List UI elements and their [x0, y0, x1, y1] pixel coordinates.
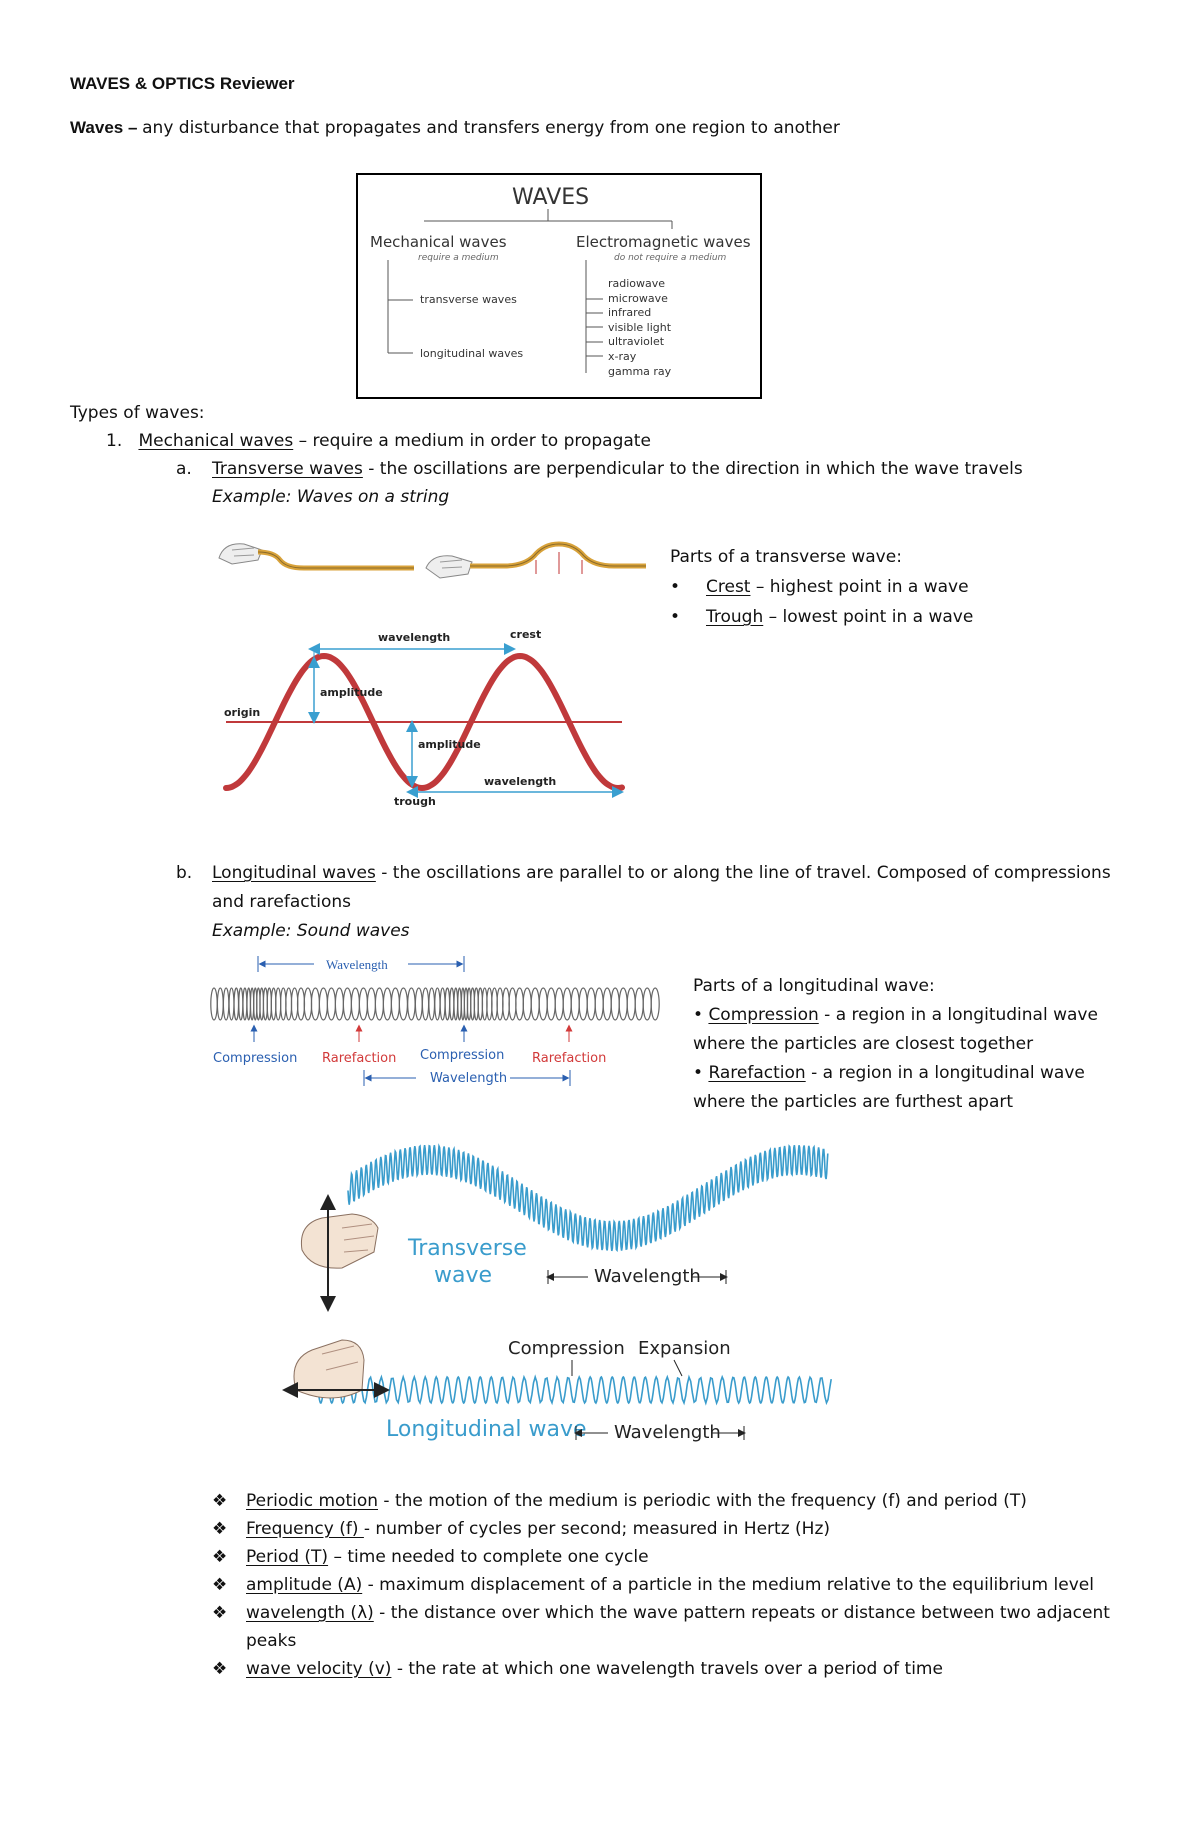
coil-loop — [458, 988, 461, 1020]
coil-loop — [415, 988, 422, 1020]
diamond-bullet-icon: ❖ — [212, 1519, 228, 1539]
definition-text: – time needed to complete one cycle — [328, 1547, 649, 1567]
coil-loop — [286, 988, 292, 1020]
hand-icon — [301, 1214, 378, 1268]
longitudinal-waves-text: - the oscillations are parallel to or along the line of travel. Composed of compressions — [375, 863, 1111, 883]
bullet: • — [670, 577, 681, 597]
item-letter: b. — [176, 863, 193, 883]
coil-loop — [391, 988, 399, 1020]
coil-loop — [595, 988, 603, 1020]
coil-loop — [454, 988, 458, 1020]
longitudinal-label: Longitudinal wave — [386, 1417, 587, 1442]
list-item — [693, 1004, 1098, 1026]
definition-item — [212, 1518, 831, 1540]
longitudinal-waves-item: longitudinal waves — [420, 347, 524, 360]
trough-term: Trough — [706, 607, 764, 627]
coil-loop — [603, 988, 611, 1020]
longitudinal-waves-term: Longitudinal waves — [212, 863, 376, 883]
intro-text: any disturbance that propagates and transfers energy from one region to another — [142, 118, 840, 138]
definition-term: amplitude (A) — [246, 1575, 363, 1595]
compression-label: Compression — [213, 1051, 298, 1066]
coil-loop — [408, 988, 415, 1020]
em-item: gamma ray — [608, 364, 672, 378]
transverse-label: Transverse — [408, 1236, 527, 1261]
waves-classification-diagram — [356, 173, 762, 399]
diamond-bullet-icon: ❖ — [212, 1491, 228, 1511]
transverse-waves-text: - the oscillations are perpendicular to the direction in which the wave travels — [362, 459, 1023, 479]
longitudinal-text-cont: and rarefactions — [212, 892, 352, 912]
coil-loop — [435, 988, 440, 1020]
definition-item — [212, 1658, 943, 1680]
amplitude-label: amplitude — [320, 686, 383, 699]
coil-loop — [547, 988, 555, 1020]
types-heading: Types of waves: — [70, 403, 205, 423]
compression-text-cont: where the particles are closest together — [693, 1034, 1034, 1054]
definition-item — [212, 1574, 1094, 1596]
compression-label: Compression — [508, 1338, 625, 1359]
longitudinal-parts-heading: Parts of a longitudinal wave: — [693, 976, 935, 996]
definition-text: - number of cycles per second; measured in Hertz (Hz) — [363, 1519, 831, 1539]
coil-loop — [429, 988, 435, 1020]
list-item — [670, 606, 974, 628]
hand-icon — [426, 556, 472, 578]
transverse-wave-diagram — [218, 622, 628, 807]
expansion-label: Expansion — [638, 1338, 731, 1359]
item-transverse — [176, 458, 1023, 480]
coil-loop — [343, 988, 351, 1020]
coil-loop — [503, 988, 510, 1020]
diamond-bullet-icon: ❖ — [212, 1547, 228, 1567]
definition-text-cont: peaks — [246, 1631, 297, 1651]
wavelength-label: wavelength — [378, 631, 451, 644]
rarefaction-term: Rarefaction — [708, 1063, 806, 1083]
electromagnetic-waves-label: Electromagnetic waves — [576, 233, 751, 251]
definition-term: Frequency (f) — [246, 1519, 364, 1539]
definition-text: - maximum displacement of a particle in the medium relative to the equilibrium level — [362, 1575, 1094, 1595]
crest-label: crest — [510, 628, 542, 641]
coil-loop — [211, 988, 217, 1020]
transverse-waves-item: transverse waves — [420, 293, 517, 306]
definition-item — [212, 1546, 649, 1568]
definition-term: wavelength (λ) — [246, 1603, 374, 1623]
coil-loop — [579, 988, 587, 1020]
rarefaction-text-cont: where the particles are furthest apart — [693, 1092, 1014, 1112]
coil-loop — [223, 988, 228, 1020]
em-item: microwave — [608, 291, 668, 305]
amplitude-label: amplitude — [418, 738, 481, 751]
wave-on-string-illustration — [214, 530, 654, 590]
trough-label: trough — [394, 795, 436, 807]
wave-label: wave — [434, 1263, 493, 1288]
coil-loop — [555, 988, 563, 1020]
definition-item — [212, 1602, 1110, 1624]
coil-loop — [351, 988, 359, 1020]
item-letter: a. — [176, 459, 192, 479]
compression-label: Compression — [420, 1048, 505, 1063]
longitudinal-example: Example: Sound waves — [212, 921, 410, 941]
em-item: x-ray — [608, 349, 637, 363]
intro-sep: – — [123, 118, 143, 137]
mechanical-waves-term: Mechanical waves — [138, 431, 294, 451]
wavelength-label: Wavelength — [326, 957, 388, 972]
coil-loop — [509, 988, 516, 1020]
coil-loop — [531, 988, 539, 1020]
coil-loop — [643, 988, 651, 1020]
definition-item — [212, 1490, 1027, 1512]
origin-label: origin — [224, 706, 261, 719]
coil-loop — [281, 988, 286, 1020]
wavelength-label: Wavelength — [594, 1266, 701, 1287]
item-mechanical — [106, 430, 651, 452]
coil-loop — [399, 988, 407, 1020]
crest-term: Crest — [706, 577, 751, 597]
coil-loop — [445, 988, 449, 1020]
coil-loop — [383, 988, 391, 1020]
diamond-bullet-icon: ❖ — [212, 1659, 228, 1679]
transverse-parts-heading: Parts of a transverse wave: — [670, 547, 902, 567]
definition-text: - the distance over which the wave pattern repeats or distance between two adjacent — [373, 1603, 1110, 1623]
em-item: visible light — [608, 320, 672, 334]
waves-diagram-title: WAVES — [512, 185, 590, 210]
crest-text: – highest point in a wave — [750, 577, 969, 597]
mechanical-waves-text: – require a medium in order to propagate — [293, 431, 651, 451]
coil-loop — [375, 988, 383, 1020]
coil-loop — [619, 988, 627, 1020]
list-item — [693, 1062, 1085, 1084]
definition-text: - the motion of the medium is periodic with the frequency (f) and period (T) — [378, 1491, 1027, 1511]
definition-term: Periodic motion — [246, 1491, 379, 1511]
coil-loop — [651, 988, 659, 1020]
coil-loop — [611, 988, 619, 1020]
mechanical-waves-label: Mechanical waves — [370, 233, 507, 251]
item-number: 1. — [106, 431, 123, 451]
coil-loop — [367, 988, 375, 1020]
coil-loop — [319, 988, 327, 1020]
coil-loop — [304, 988, 311, 1020]
coil-loop — [217, 988, 223, 1020]
intro-term: Waves — [70, 118, 124, 137]
coil-loop — [327, 988, 335, 1020]
coil-loop — [523, 988, 531, 1020]
item-longitudinal — [176, 862, 1111, 884]
coil-loop — [571, 988, 579, 1020]
em-item: infrared — [608, 306, 652, 320]
coil-loop — [311, 988, 319, 1020]
longitudinal-spring — [318, 1377, 831, 1403]
coil-loop — [247, 988, 250, 1020]
trough-text: – lowest point in a wave — [763, 607, 974, 627]
coil-loop — [359, 988, 367, 1020]
transverse-example: Example: Waves on a string — [212, 487, 450, 507]
coil-loop — [440, 988, 445, 1020]
diamond-bullet-icon: ❖ — [212, 1575, 228, 1595]
coil-loop — [229, 988, 234, 1020]
longitudinal-wave-diagram — [210, 944, 670, 1104]
list-item — [670, 576, 969, 598]
em-item-list — [608, 277, 671, 379]
coil-loop — [587, 988, 595, 1020]
hand-icon — [219, 544, 262, 564]
coil-loop — [563, 988, 571, 1020]
page-title: WAVES & OPTICS Reviewer — [70, 74, 295, 93]
definition-term: wave velocity (v) — [246, 1659, 392, 1679]
wavelength-label: Wavelength — [430, 1071, 508, 1086]
wavelength-label: wavelength — [484, 775, 557, 788]
compression-text: - a region in a longitudinal wave — [818, 1005, 1098, 1025]
bullet: • — [693, 1005, 704, 1025]
coil-loop — [239, 988, 243, 1020]
coil-loop — [635, 988, 643, 1020]
rarefaction-label: Rarefaction — [532, 1051, 607, 1066]
coil-loop — [243, 988, 247, 1020]
diamond-bullet-icon: ❖ — [212, 1603, 228, 1623]
intro-definition — [70, 117, 840, 139]
rarefaction-text: - a region in a longitudinal wave — [805, 1063, 1085, 1083]
coil-loop — [539, 988, 547, 1020]
compression-term: Compression — [708, 1005, 819, 1025]
bullet: • — [670, 607, 681, 627]
coil-loop — [516, 988, 524, 1020]
spring-coil — [211, 988, 659, 1020]
coil-loop — [450, 988, 454, 1020]
coil-loop — [335, 988, 343, 1020]
spring-wave-diagram — [282, 1140, 842, 1458]
transverse-waves-term: Transverse waves — [212, 459, 363, 479]
electromagnetic-note: do not require a medium — [614, 253, 727, 263]
coil-loop — [234, 988, 238, 1020]
definition-term: Period (T) — [246, 1547, 329, 1567]
coil-loop — [298, 988, 305, 1020]
em-item: radiowave — [608, 277, 666, 290]
definition-text: - the rate at which one wavelength travels over a period of time — [391, 1659, 943, 1679]
rarefaction-label: Rarefaction — [322, 1051, 397, 1066]
bullet: • — [693, 1063, 704, 1083]
coil-loop — [291, 988, 297, 1020]
coil-loop — [422, 988, 428, 1020]
mechanical-note: require a medium — [418, 253, 499, 263]
coil-loop — [627, 988, 635, 1020]
wavelength-label: Wavelength — [614, 1422, 721, 1443]
em-item: ultraviolet — [608, 335, 665, 349]
